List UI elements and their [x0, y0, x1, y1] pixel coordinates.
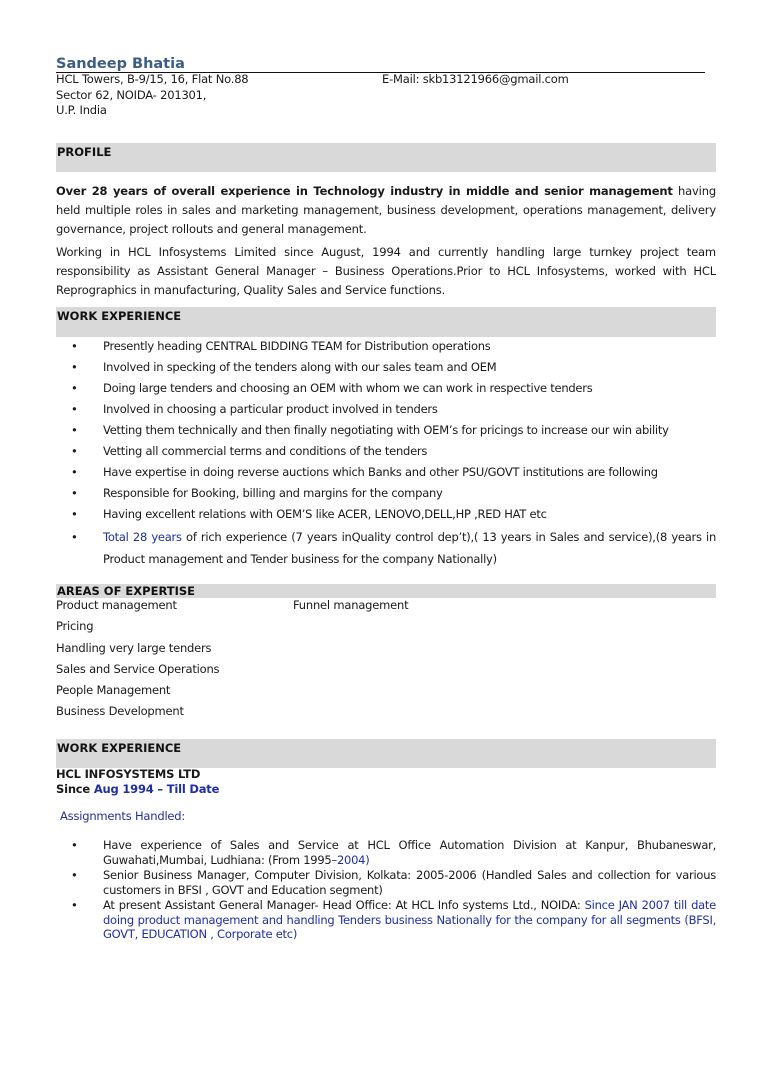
list-item: • Have expertise in doing reverse auctions which Banks and other PSU/GOVT institutions are following [56, 463, 716, 484]
assignment-highlight: –2004) [331, 852, 370, 867]
list-item: • Vetting all commercial terms and conditions of the tenders [56, 442, 716, 463]
expertise-item: Funnel management [293, 598, 409, 612]
assignment-item [56, 868, 716, 897]
expertise-item: Product management [56, 598, 177, 612]
since-value: Aug 1994 – Till Date [93, 782, 220, 796]
total-years-detail: of rich experience (7 years inQuality control dep’t),( 13 years in Sales and service),(8 years in Product management and Tender business for the company Nationally) [103, 530, 716, 566]
employment-period [56, 782, 219, 796]
assignment-highlight: Since JAN 2007 till date doing product management and handling Tenders business Nationally for the company for all segments (BFSI, GOVT, EDUCATION , Corporate etc) [103, 898, 716, 941]
work-experience-heading: WORK EXPERIENCE [57, 309, 182, 323]
assignments-label: Assignments Handled: [60, 809, 186, 823]
candidate-name: Sandeep Bhatia [56, 56, 185, 72]
address-line-2: Sector 62, NOIDA- 201301, [56, 88, 207, 102]
list-item: • Involved in choosing a particular product involved in tenders [56, 400, 716, 421]
work-experience-2-section-bar [56, 739, 716, 768]
assignment-item [56, 898, 716, 942]
assignments-list [56, 838, 716, 942]
list-item: • Having excellent relations with OEM’S like ACER, LENOVO,DELL,HP ,RED HAT etc [56, 505, 716, 526]
work-experience-section-bar [56, 307, 716, 337]
email: E-Mail: skb13121966@gmail.com [382, 72, 569, 86]
list-item: • Vetting them technically and then finally negotiating with OEM’s for pricings to increase our win ability [56, 421, 716, 442]
list-item-total-experience [56, 526, 716, 570]
expertise-item: Handling very large tenders [56, 641, 212, 655]
assignment-text: Have experience of Sales and Service at HCL Office Automation Division at Kanpur, Bhubaneswar, Guwahati,Mumbai, Ludhiana: (From 1995 [103, 838, 716, 867]
total-years-highlight: Total 28 years [103, 530, 182, 544]
profile-history: Working in HCL Infosystems Limited since August, 1994 and currently handling large turnkey project team responsibility as Assistant General Manager – Business Operations.Prior to HCL Infosystems, worked with HCL Reprographics in manufacturing, Quality Sales and Service functions. [56, 245, 716, 297]
company-name: HCL INFOSYSTEMS LTD [56, 767, 201, 781]
profile-summary-bold: Over 28 years of overall experience in Technology industry in middle and senior management [56, 184, 673, 198]
profile-heading: PROFILE [57, 145, 112, 159]
list-item: • Involved in specking of the tenders along with our sales team and OEM [56, 358, 716, 379]
profile-summary-rest: having held multiple roles in sales and marketing management, business development, operations management, delivery governance, project rollouts and general management. [56, 184, 717, 236]
since-label: Since [56, 782, 91, 796]
expertise-item: People Management [56, 683, 171, 697]
expertise-section-bar [56, 584, 716, 598]
expertise-item: Sales and Service Operations [56, 662, 220, 676]
profile-summary [56, 182, 716, 239]
assignment-text: At present Assistant General Manager- Head Office: At HCL Info systems Ltd., NOIDA: [103, 898, 585, 912]
assignment-item [56, 838, 716, 867]
work-experience-2-heading: WORK EXPERIENCE [57, 741, 182, 755]
profile-section-bar [56, 143, 716, 172]
address-line-1: HCL Towers, B-9/15, 16, Flat No.88 [56, 72, 249, 86]
list-item: • Responsible for Booking, billing and margins for the company [56, 484, 716, 505]
expertise-heading: AREAS OF EXPERTISE [57, 584, 196, 598]
work-experience-list [56, 337, 716, 570]
assignment-text: Senior Business Manager, Computer Division, Kolkata: 2005-2006 (Handled Sales and collection for various customers in BFSI , GOVT and Education segment) [103, 868, 716, 897]
address-line-3: U.P. India [56, 103, 107, 117]
expertise-item: Pricing [56, 619, 94, 633]
expertise-item: Business Development [56, 704, 184, 718]
list-item: • Presently heading CENTRAL BIDDING TEAM for Distribution operations [56, 337, 716, 358]
list-item: • Doing large tenders and choosing an OEM with whom we can work in respective tenders [56, 379, 716, 400]
